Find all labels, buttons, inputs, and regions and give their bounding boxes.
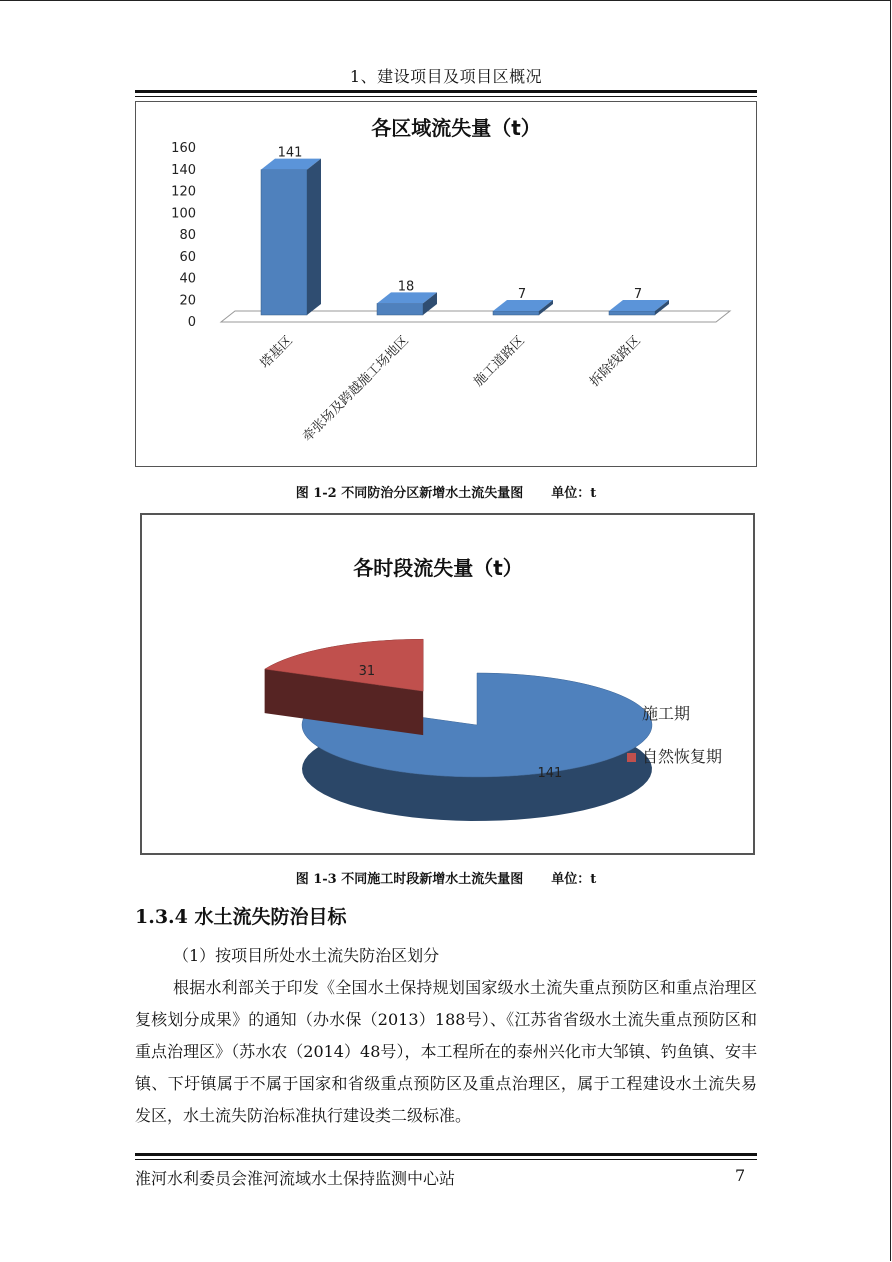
figure1-unit: 单位：t (551, 486, 597, 501)
pie-chart-title: 各时段流失量（t） (353, 556, 523, 580)
figure1-caption-text: 图 1-2 不同防治分区新增水土流失量图 (295, 486, 524, 501)
footer-rule-thick (135, 1153, 757, 1156)
header-rule-thick (135, 90, 757, 93)
y-tick-label: 0 (187, 315, 196, 330)
y-tick-label: 100 (171, 206, 196, 222)
figure2-caption-text: 图 1-3 不同施工时段新增水土流失量图 (295, 872, 524, 887)
section-heading (135, 902, 347, 929)
bar-data-label: 7 (517, 287, 527, 302)
figure2-caption (135, 868, 757, 887)
bar-side (307, 159, 321, 315)
legend-label: 施工期 (642, 704, 691, 723)
page-number: 7 (735, 1166, 746, 1185)
header-rule-thin (135, 96, 757, 97)
footer-org: 淮河水利委员会淮河流域水土保持监测中心站 (135, 1169, 456, 1188)
section-title: 水土流失防治目标 (194, 906, 347, 928)
pie-chart-frame (140, 513, 755, 855)
y-tick-label: 60 (179, 249, 196, 265)
bar (609, 311, 655, 315)
legend-label: 自然恢复期 (642, 747, 723, 766)
y-tick-label: 40 (179, 271, 196, 287)
legend-swatch (627, 710, 636, 719)
y-tick-label: 20 (179, 293, 196, 309)
paragraph-subheading: （1）按项目所处水土流失防治区划分 (173, 946, 440, 965)
section-number: 1.3.4 (135, 906, 188, 928)
bar-chart (136, 102, 756, 466)
pie-chart (142, 515, 753, 853)
y-tick-label: 160 (171, 141, 196, 156)
bar-chart-title: 各区域流失量（t） (371, 116, 541, 140)
x-category-label: 塔基区 (257, 333, 296, 372)
paragraph-body: 根据水利部关于印发《全国水土保持规划国家级水土流失重点预防区和重点治理区复核划分成果》的通知（办水保（2013）188号）、《江苏省省级水土流失重点预防区和重点治理区》（苏水农（2014）48号），本工程所在的泰州兴化市大邹镇、钓鱼镇、安丰镇、下圩镇属于不属于国家和省级重点预防区及重点治理区，属于工程建设水土流失易发区，水土流失防治标准执行建设类二级标准。 (135, 978, 757, 1125)
bar (493, 311, 539, 315)
y-tick-label: 120 (171, 184, 196, 200)
pie-data-label: 141 (537, 765, 563, 781)
bar (377, 303, 423, 315)
x-category-label: 拆除线路区 (587, 333, 644, 390)
x-category-label: 施工道路区 (471, 333, 528, 390)
y-tick-label: 140 (171, 162, 196, 178)
figure2-unit: 单位：t (551, 872, 597, 887)
running-header: 1、建设项目及项目区概况 (349, 67, 543, 86)
figure1-caption (135, 482, 757, 501)
x-category-label: 牵张场及跨越施工场地区 (300, 333, 412, 445)
y-tick-label: 80 (179, 228, 196, 243)
legend-swatch (627, 753, 636, 762)
bar-data-label: 141 (277, 145, 303, 161)
bar (261, 170, 307, 315)
footer-rule-thin (135, 1159, 757, 1160)
bar-chart-frame (135, 101, 757, 467)
bar-data-label: 7 (633, 287, 643, 302)
pie-data-label: 31 (358, 664, 376, 680)
bar-data-label: 18 (397, 279, 415, 295)
